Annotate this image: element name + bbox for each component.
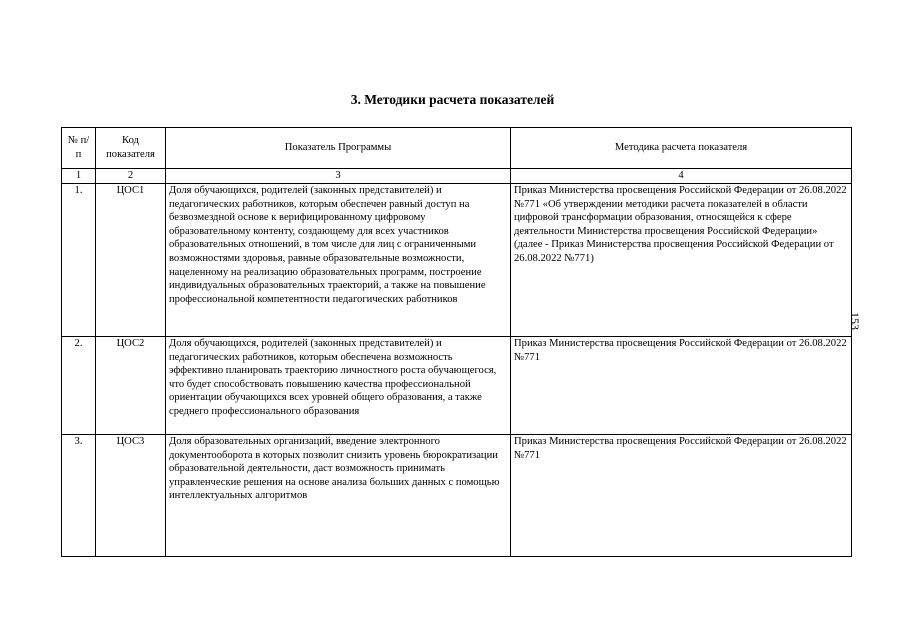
row-number: 1. <box>62 184 96 337</box>
indicator-code: ЦОС2 <box>96 337 166 435</box>
row-number: 2. <box>62 337 96 435</box>
methods-table <box>61 127 852 557</box>
column-number: 1 <box>62 169 96 184</box>
indicator-text: Доля обучающихся, родителей (законных представителей) и педагогических работников, которым обеспечена возможность эффективно планировать траекторию личностного роста обучающегося, что будет способствовать повышению качества профессиональной ориентации обучающихся всех уровней общего образования, а также среднего профессионального образования <box>166 337 511 435</box>
header-code: Код показателя <box>96 128 166 169</box>
column-number: 4 <box>511 169 852 184</box>
table-header-row <box>62 128 852 169</box>
method-text: Приказ Министерства просвещения Российской Федерации от 26.08.2022 №771 <box>511 435 852 557</box>
indicator-code: ЦОС3 <box>96 435 166 557</box>
table-row <box>62 184 852 337</box>
row-number: 3. <box>62 435 96 557</box>
page-number: 153 <box>848 312 862 330</box>
table-row <box>62 435 852 557</box>
table-row <box>62 337 852 435</box>
method-text: Приказ Министерства просвещения Российской Федерации от 26.08.2022 №771 «Об утверждении методики расчета показателей в области цифровой трансформации образования, относящейся к сфере деятельности Министерства просвещения Российской Федерации» (далее - Приказ Министерства просвещения Российской Федерации от 26.08.2022 №771) <box>511 184 852 337</box>
column-number-row <box>62 169 852 184</box>
column-number: 2 <box>96 169 166 184</box>
header-indicator: Показатель Программы <box>166 128 511 169</box>
indicator-text: Доля обучающихся, родителей (законных представителей) и педагогических работников, которым обеспечен равный доступ на безвозмездной основе к верифицированному цифровому образовательному контенту, создающему для всех участников образовательных отношений, в том числе для лиц с ограниченными возможностями здоровья, равные образовательные возможности, нацеленному на реализацию образовательных программ, построение индивидуальных образовательных траекторий, а также на повышение профессиональной компетентности педагогических работников <box>166 184 511 337</box>
indicator-code: ЦОС1 <box>96 184 166 337</box>
header-method: Методика расчета показателя <box>511 128 852 169</box>
indicator-text: Доля образовательных организаций, введение электронного документооборота в которых позволит снизить уровень бюрократизации образовательной деятельности, даст возможность принимать управленческие решения на основе анализа больших данных с помощью интеллектуальных алгоритмов <box>166 435 511 557</box>
column-number: 3 <box>166 169 511 184</box>
page-title: 3. Методики расчета показателей <box>350 92 555 107</box>
method-text: Приказ Министерства просвещения Российской Федерации от 26.08.2022 №771 <box>511 337 852 435</box>
header-number: № п/п <box>62 128 96 169</box>
